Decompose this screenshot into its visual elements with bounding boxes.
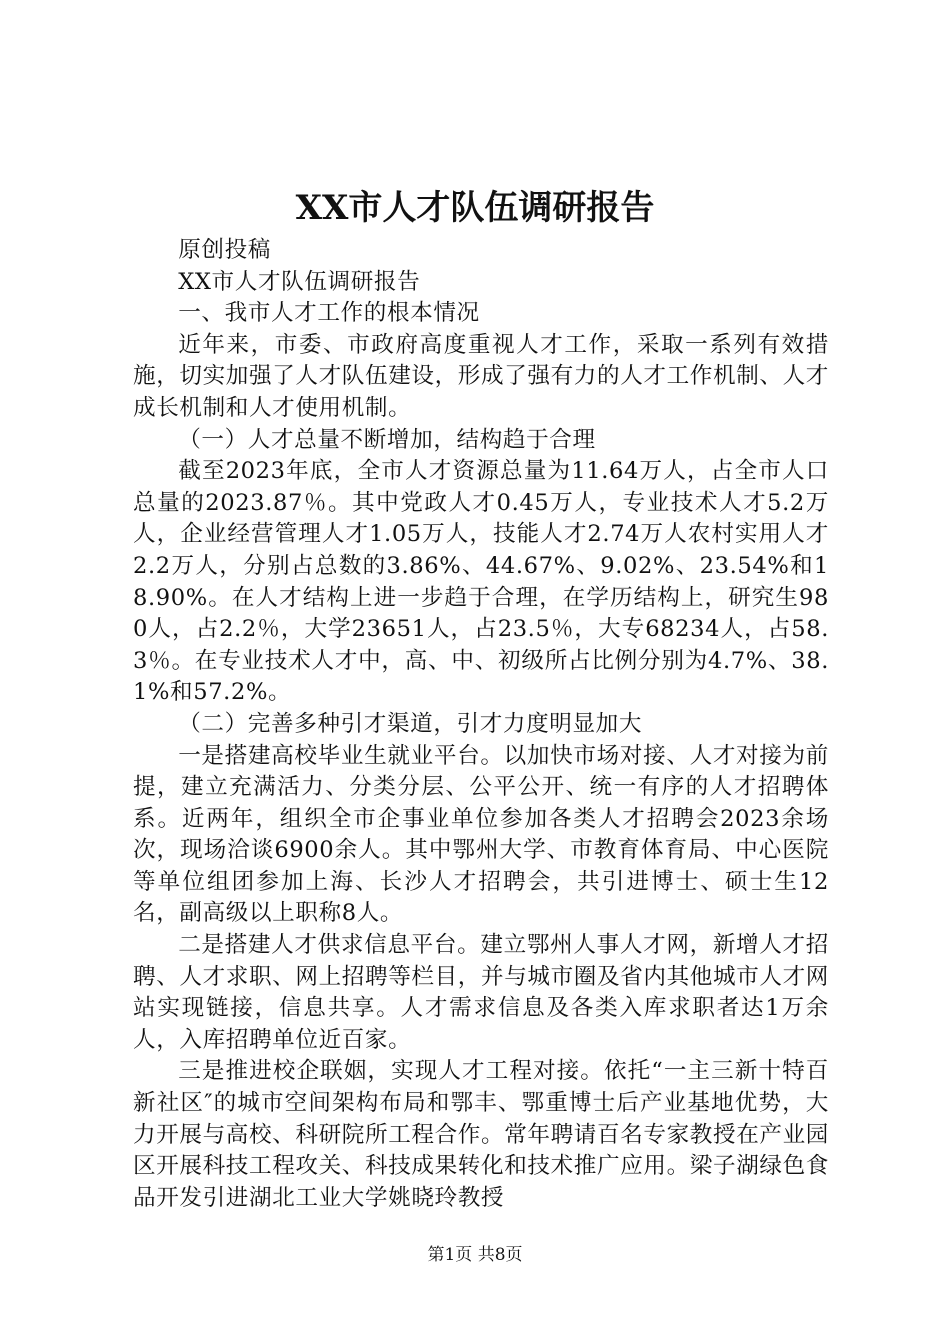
paragraph-source-note: 原创投稿 — [178, 237, 271, 263]
document-title: XX市人才队伍调研报告 — [295, 188, 655, 228]
subsection-heading-2: （二）完善多种引才渠道，引才力度明显加大 — [178, 710, 643, 737]
paragraph-statistics: 截至2023年底，全市人才资源总量为11.64万人，占全市人口总量的2023.87％。其中党政人才0.45万人，专业技术人才5.2万人，企业经营管理人才1.05万人，技能人才2.74万人农村实用人才2.2万人，分别占总数的3.86%、44.67%、9.02%、23.54%和18.90%。在人才结构上进一步趋于合理，在学历结构上，研究生980人，占2.2％，大学23651人，占23.5％，大专68234人，占58.3％。在专业技术人才中，高、中、初级所占比例分别为4.7%、38.1%和57.2%。 — [133, 458, 829, 706]
subsection-heading-1: （一）人才总量不断增加，结构趋于合理 — [178, 426, 596, 453]
section-heading-1: 一、我市人才工作的根本情况 — [178, 300, 480, 327]
document-body — [133, 235, 829, 1214]
paragraph-item-3: 三是推进校企联姻，实现人才工程对接。依托“一主三新十特百新社区″的城市空间架构布局和鄂丰、鄂重博士后产业基地优势，大力开展与高校、科研院所工程合作。常年聘请百名专家教授在产业园区开展科技工程攻关、科技成果转化和技术推广应用。梁子湖绿色食品开发引进湖北工业大学姚晓玲教授 — [133, 1058, 829, 1211]
paragraph-report-name: XX市人才队伍调研报告 — [178, 268, 421, 295]
paragraph-intro: 近年来，市委、市政府高度重视人才工作，采取一系列有效措施，切实加强了人才队伍建设，形成了强有力的人才工作机制、人才成长机制和人才使用机制。 — [133, 331, 829, 421]
page-number-footer: 第1页 共8页 — [427, 1245, 523, 1265]
paragraph-item-2: 二是搭建人才供求信息平台。建立鄂州人事人才网，新增人才招聘、人才求职、网上招聘等栏目，并与城市圈及省内其他城市人才网站实现链接，信息共享。人才需求信息及各类入库求职者达1万余人，入库招聘单位近百家。 — [133, 932, 829, 1053]
paragraph-item-1: 一是搭建高校毕业生就业平台。以加快市场对接、人才对接为前提，建立充满活力、分类分层、公平公开、统一有序的人才招聘体系。近两年，组织全市企事业单位参加各类人才招聘会2023余场次，现场洽谈6900余人。其中鄂州大学、市教育体育局、中心医院等单位组团参加上海、长沙人才招聘会，共引进博士、硕士生12名，副高级以上职称8人。 — [133, 742, 829, 927]
